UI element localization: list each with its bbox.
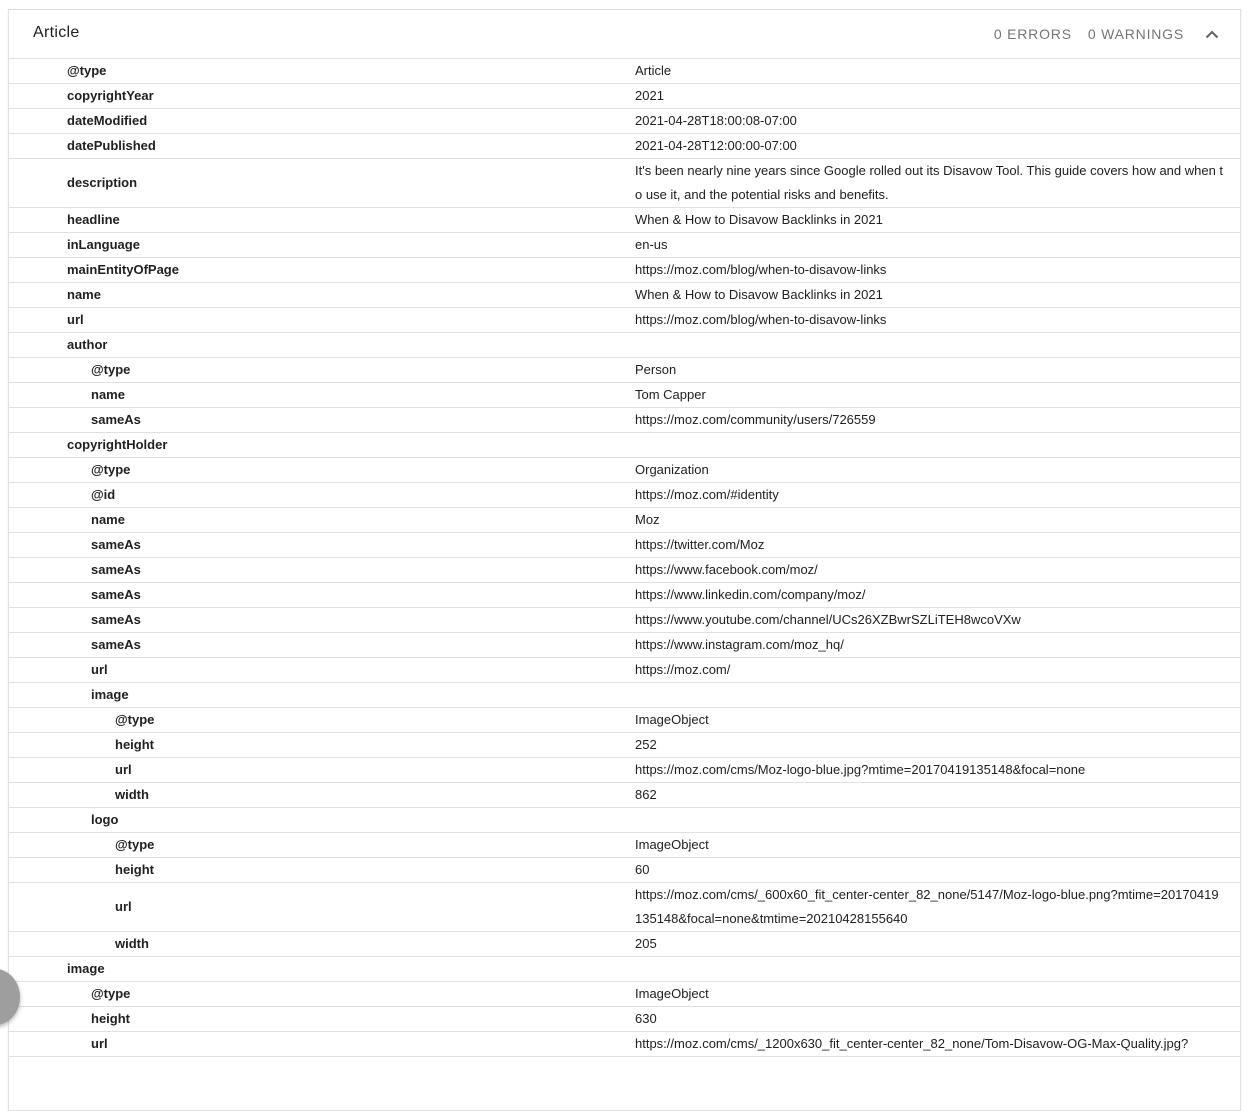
property-key: url bbox=[115, 762, 132, 777]
property-key: @type bbox=[91, 462, 131, 477]
property-key: height bbox=[91, 1011, 130, 1026]
property-value: https://www.instagram.com/moz_hq/ bbox=[635, 637, 844, 652]
property-value: https://moz.com/cms/_1200x630_fit_center-center_82_none/Tom-Disavow-OG-Max-Quality.jpg? bbox=[635, 1036, 1189, 1051]
property-value bbox=[635, 808, 1225, 832]
property-row bbox=[9, 283, 1240, 308]
property-row bbox=[9, 308, 1240, 333]
property-row bbox=[9, 508, 1240, 533]
card-header[interactable] bbox=[9, 10, 1240, 59]
property-value: https://moz.com/#identity bbox=[635, 487, 779, 502]
property-value: Organization bbox=[635, 462, 709, 477]
property-row bbox=[9, 957, 1240, 982]
property-value bbox=[635, 683, 1225, 707]
property-row bbox=[9, 608, 1240, 633]
property-key: description bbox=[67, 175, 138, 190]
property-row bbox=[9, 533, 1240, 558]
property-key: headline bbox=[67, 212, 120, 227]
property-row bbox=[9, 84, 1240, 109]
property-key: inLanguage bbox=[67, 237, 140, 252]
property-key: @type bbox=[67, 63, 107, 78]
property-key: sameAs bbox=[91, 562, 141, 577]
property-value bbox=[635, 333, 1225, 357]
property-key: image bbox=[91, 687, 129, 702]
property-row bbox=[9, 982, 1240, 1007]
property-row bbox=[9, 458, 1240, 483]
structured-data-card bbox=[8, 9, 1241, 1111]
property-key: width bbox=[115, 936, 149, 951]
property-key: @type bbox=[91, 362, 131, 377]
property-key: sameAs bbox=[91, 587, 141, 602]
chevron-up-icon bbox=[1205, 30, 1219, 39]
property-row bbox=[9, 258, 1240, 283]
property-key: sameAs bbox=[91, 637, 141, 652]
property-key: @type bbox=[115, 712, 155, 727]
property-row bbox=[9, 433, 1240, 458]
property-value: ImageObject bbox=[635, 712, 709, 727]
property-row bbox=[9, 134, 1240, 159]
property-key: sameAs bbox=[91, 612, 141, 627]
property-row bbox=[9, 159, 1240, 208]
property-value: When & How to Disavow Backlinks in 2021 bbox=[635, 287, 883, 302]
property-key: @type bbox=[91, 986, 131, 1001]
property-key: dateModified bbox=[67, 113, 148, 128]
property-row bbox=[9, 558, 1240, 583]
property-key: name bbox=[67, 287, 101, 302]
property-value: https://moz.com/blog/when-to-disavow-links bbox=[635, 262, 887, 277]
property-key: width bbox=[115, 787, 149, 802]
property-row bbox=[9, 633, 1240, 658]
property-row bbox=[9, 932, 1240, 957]
property-row bbox=[9, 109, 1240, 134]
property-value: Person bbox=[635, 362, 677, 377]
property-row bbox=[9, 408, 1240, 433]
property-row bbox=[9, 658, 1240, 683]
property-key: url bbox=[115, 899, 132, 914]
property-key: @type bbox=[115, 837, 155, 852]
property-value: en-us bbox=[635, 237, 668, 252]
property-key: height bbox=[115, 737, 154, 752]
property-value: https://moz.com/blog/when-to-disavow-links bbox=[635, 312, 887, 327]
property-row bbox=[9, 383, 1240, 408]
property-row bbox=[9, 358, 1240, 383]
property-value: 2021 bbox=[635, 88, 664, 103]
property-key: url bbox=[67, 312, 84, 327]
property-key: logo bbox=[91, 812, 119, 827]
property-key: height bbox=[115, 862, 154, 877]
issue-counts bbox=[994, 26, 1184, 42]
property-value: https://moz.com/ bbox=[635, 662, 731, 677]
property-row bbox=[9, 1007, 1240, 1032]
property-value: Tom Capper bbox=[635, 387, 706, 402]
property-value: https://www.linkedin.com/company/moz/ bbox=[635, 587, 866, 602]
property-key: mainEntityOfPage bbox=[67, 262, 179, 277]
property-key: @id bbox=[91, 487, 116, 502]
property-value: https://www.facebook.com/moz/ bbox=[635, 562, 818, 577]
property-value: ImageObject bbox=[635, 986, 709, 1001]
property-row bbox=[9, 783, 1240, 808]
collapse-button[interactable] bbox=[1202, 24, 1222, 44]
property-value: 252 bbox=[635, 737, 657, 752]
property-row bbox=[9, 733, 1240, 758]
property-key: image bbox=[67, 961, 105, 976]
property-row bbox=[9, 758, 1240, 783]
property-row bbox=[9, 483, 1240, 508]
warnings-count: 0 WARNINGS bbox=[1087, 26, 1184, 42]
property-row bbox=[9, 1032, 1240, 1057]
property-value bbox=[635, 433, 1225, 457]
property-row bbox=[9, 883, 1240, 932]
property-value: https://www.youtube.com/channel/UCs26XZBwrSZLiTEH8wcoVXw bbox=[635, 612, 1021, 627]
property-value: https://moz.com/community/users/726559 bbox=[635, 412, 876, 427]
property-value: When & How to Disavow Backlinks in 2021 bbox=[635, 212, 883, 227]
property-value: https://moz.com/cms/Moz-logo-blue.jpg?mtime=20170419135148&focal=none bbox=[635, 762, 1086, 777]
property-value: 205 bbox=[635, 936, 657, 951]
property-row bbox=[9, 208, 1240, 233]
property-row bbox=[9, 808, 1240, 833]
property-value: Article bbox=[635, 63, 672, 78]
property-value: https://moz.com/cms/_600x60_fit_center-center_82_none/5147/Moz-logo-blue.png?mtime=20170419135148&focal=none&tmtime=20210428155640 bbox=[635, 887, 1219, 926]
property-row bbox=[9, 708, 1240, 733]
property-key: sameAs bbox=[91, 412, 141, 427]
property-key: copyrightYear bbox=[67, 88, 154, 103]
property-row bbox=[9, 858, 1240, 883]
property-row bbox=[9, 683, 1240, 708]
property-value: ImageObject bbox=[635, 837, 709, 852]
property-value: 2021-04-28T12:00:00-07:00 bbox=[635, 138, 797, 153]
property-value bbox=[635, 957, 1225, 981]
property-row bbox=[9, 333, 1240, 358]
property-value: 630 bbox=[635, 1011, 657, 1026]
property-row bbox=[9, 59, 1240, 84]
property-key: url bbox=[91, 662, 108, 677]
property-key: url bbox=[91, 1036, 108, 1051]
property-table bbox=[9, 59, 1240, 1057]
property-key: author bbox=[67, 337, 108, 352]
property-key: name bbox=[91, 387, 125, 402]
property-row bbox=[9, 233, 1240, 258]
property-key: sameAs bbox=[91, 537, 141, 552]
property-value: 60 bbox=[635, 862, 650, 877]
property-value: It's been nearly nine years since Google rolled out its Disavow Tool. This guide covers how and when to use it, and the potential risks and benefits. bbox=[635, 163, 1224, 202]
errors-count: 0 ERRORS bbox=[993, 26, 1072, 42]
property-key: datePublished bbox=[67, 138, 156, 153]
property-key: name bbox=[91, 512, 125, 527]
property-key: copyrightHolder bbox=[67, 437, 168, 452]
property-value: Moz bbox=[635, 512, 660, 527]
property-value: 2021-04-28T18:00:08-07:00 bbox=[635, 113, 797, 128]
property-value: https://twitter.com/Moz bbox=[635, 537, 765, 552]
property-row bbox=[9, 583, 1240, 608]
property-value: 862 bbox=[635, 787, 657, 802]
card-title: Article bbox=[33, 24, 80, 41]
property-row bbox=[9, 833, 1240, 858]
